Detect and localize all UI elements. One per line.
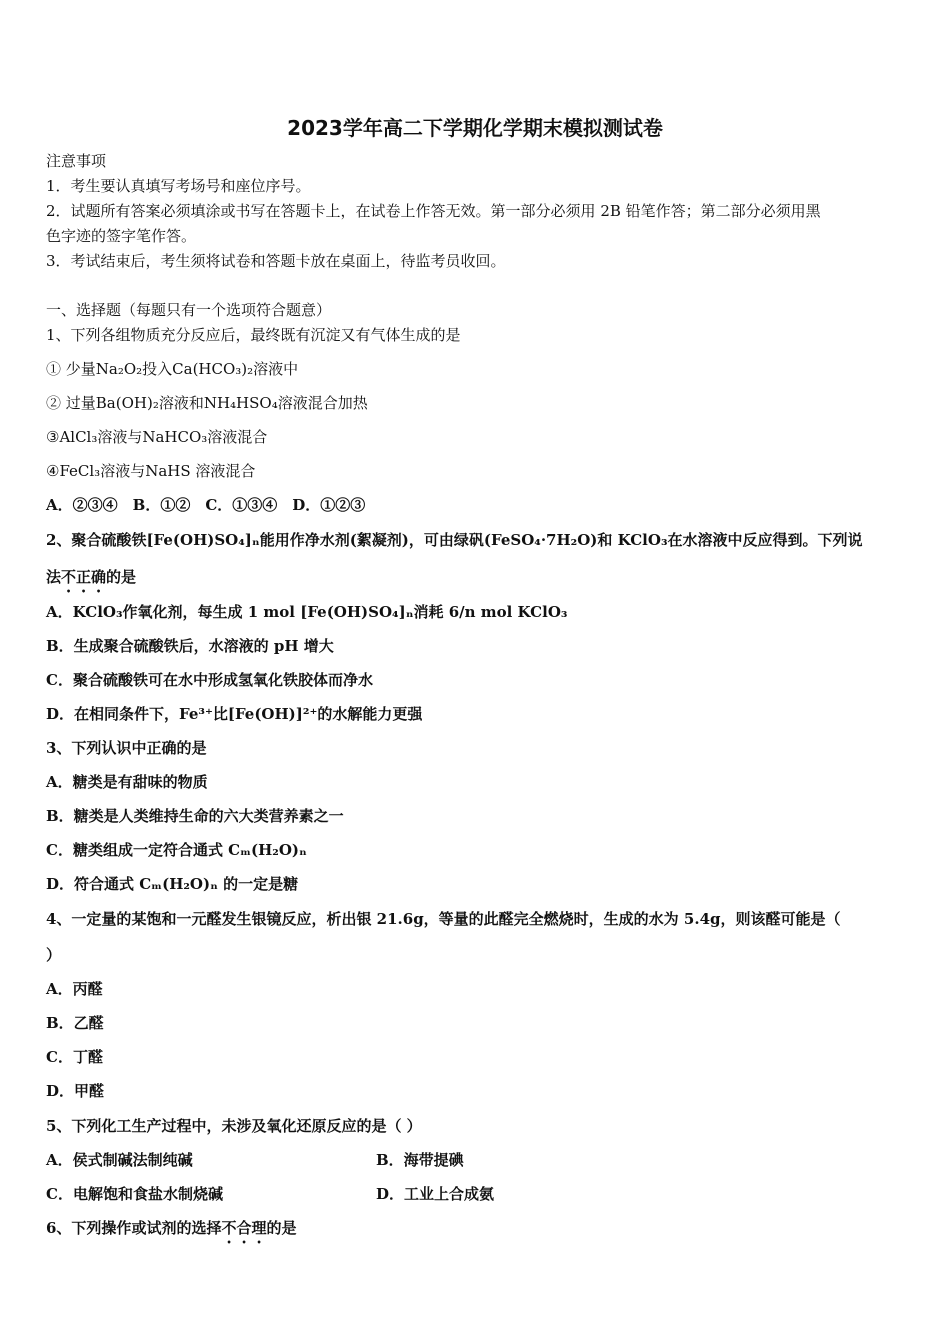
question-4-option-b: B．乙醛	[46, 1014, 104, 1032]
note-3: 3．考试结束后，考生须将试卷和答题卡放在桌面上，待监考员收回。	[46, 252, 506, 270]
question-4-option-c: C．丁醛	[46, 1048, 103, 1066]
question-4-stem: 4、一定量的某饱和一元醛发生银镜反应，析出银 21.6g，等量的此醛完全燃烧时，生成的水为 5.4g，则该醛可能是（	[46, 910, 841, 928]
question-2-option-b: B．生成聚合硫酸铁后，水溶液的 pH 增大	[46, 637, 334, 655]
emphasis-text: 不合理	[221, 1219, 267, 1237]
question-3-option-d: D．符合通式 Cₘ(H₂O)ₙ 的一定是糖	[46, 875, 299, 893]
question-4-stem-continued: ）	[46, 946, 62, 964]
question-6-stem-suffix: 的是	[266, 1219, 297, 1237]
question-2-option-d: D．在相同条件下，Fe³⁺比[Fe(OH)]²⁺的水解能力更强	[46, 705, 423, 723]
question-3-stem: 3、下列认识中正确的是	[46, 739, 207, 757]
note-1: 1．考生要认真填写考场号和座位序号。	[46, 177, 311, 195]
question-1-item-3: ③AlCl₃溶液与NaHCO₃溶液混合	[46, 428, 268, 446]
question-2-option-c: C．聚合硫酸铁可在水中形成氢氧化铁胶体而净水	[46, 671, 373, 689]
question-5-option-c: C．电解饱和食盐水制烧碱	[46, 1185, 223, 1203]
question-3-option-b: B．糖类是人类维持生命的六大类营养素之一	[46, 807, 344, 825]
question-4-option-d: D．甲醛	[46, 1082, 105, 1100]
note-2: 2．试题所有答案必须填涂或书写在答题卡上，在试卷上作答无效。第一部分必须用 2B 铅笔作答；第二部分必须用黑	[46, 202, 821, 220]
question-1-item-1: ① 少量Na₂O₂投入Ca(HCO₃)₂溶液中	[46, 360, 299, 378]
question-6-stem	[46, 1218, 296, 1247]
question-2-stem: 2、聚合硫酸铁[Fe(OH)SO₄]ₙ能用作净水剂(絮凝剂)，可由绿矾(FeSO₄·7H₂O)和 KClO₃在水溶液中反应得到。下列说	[46, 531, 863, 549]
question-4-option-a: A．丙醛	[46, 980, 103, 998]
question-3-option-c: C．糖类组成一定符合通式 Cₘ(H₂O)ₙ	[46, 841, 307, 859]
question-5-option-b: B．海带提碘	[376, 1151, 464, 1169]
page-title: 2023学年高二下学期化学期末模拟测试卷	[287, 116, 663, 140]
section-heading: 一、选择题（每题只有一个选项符合题意）	[46, 301, 332, 319]
question-2-stem-suffix: 的是	[106, 568, 137, 586]
notes-heading: 注意事项	[46, 152, 107, 170]
question-3-option-a: A．糖类是有甜味的物质	[46, 773, 208, 791]
note-2-continued: 色字迹的签字笔作答。	[46, 227, 197, 245]
question-5-stem: 5、下列化工生产过程中，未涉及氧化还原反应的是（ ）	[46, 1117, 422, 1135]
question-2-stem-continued	[46, 567, 136, 596]
question-1-item-4: ④FeCl₃溶液与NaHS 溶液混合	[46, 462, 256, 480]
question-5-option-d: D．工业上合成氨	[376, 1185, 495, 1203]
question-5-option-a: A．侯式制碱法制纯碱	[46, 1151, 193, 1169]
question-2-stem-prefix: 法	[46, 568, 62, 586]
question-1-options: A．②③④ B．①② C．①③④ D．①②③	[46, 496, 366, 514]
emphasis-text: 不正确	[61, 568, 107, 586]
question-1-stem: 1、下列各组物质充分反应后，最终既有沉淀又有气体生成的是	[46, 326, 461, 344]
question-6-stem-prefix: 6、下列操作或试剂的选择	[46, 1219, 222, 1237]
question-1-item-2: ② 过量Ba(OH)₂溶液和NH₄HSO₄溶液混合加热	[46, 394, 368, 412]
question-2-option-a: A．KClO₃作氧化剂，每生成 1 mol [Fe(OH)SO₄]ₙ消耗 6/n mol KClO₃	[46, 603, 568, 621]
